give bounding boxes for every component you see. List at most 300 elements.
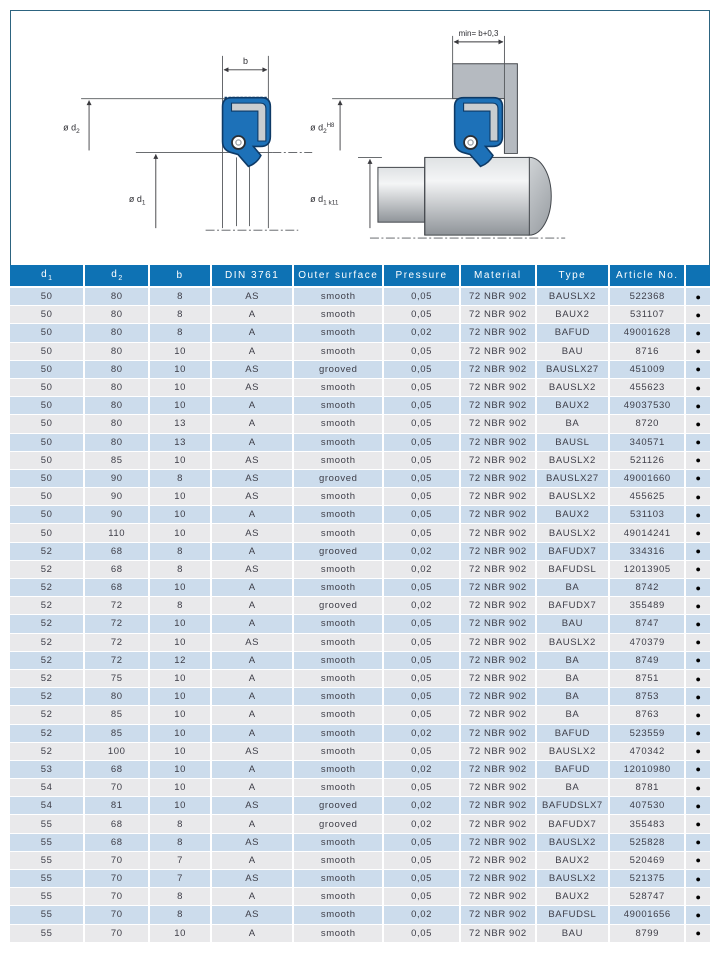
table-cell: 470342 [609, 742, 685, 760]
table-cell: 8 [149, 888, 211, 906]
table-cell: 0,05 [383, 397, 460, 415]
availability-bullet: ● [685, 724, 710, 742]
table-cell: 68 [84, 579, 149, 597]
table-cell: 100 [84, 742, 149, 760]
table-cell: 8 [149, 560, 211, 578]
table-cell: A [211, 851, 294, 869]
table-cell: 0,05 [383, 524, 460, 542]
table-cell: A [211, 506, 294, 524]
availability-bullet: ● [685, 506, 710, 524]
table-cell: 54 [10, 797, 84, 815]
table-cell: AS [211, 633, 294, 651]
availability-bullet: ● [685, 669, 710, 687]
table-cell: 72 NBR 902 [460, 906, 536, 924]
table-cell: 72 NBR 902 [460, 415, 536, 433]
table-cell: 90 [84, 469, 149, 487]
shaft-small-diameter [378, 167, 425, 222]
table-cell: 8 [149, 833, 211, 851]
table-cell: 72 [84, 615, 149, 633]
column-header: DIN 3761 [211, 265, 294, 287]
table-cell: grooved [293, 815, 383, 833]
table-cell: 72 NBR 902 [460, 433, 536, 451]
table-cell: BAUX2 [536, 888, 609, 906]
table-cell: smooth [293, 633, 383, 651]
table-cell: smooth [293, 287, 383, 306]
table-cell: 10 [149, 615, 211, 633]
availability-bullet: ● [685, 378, 710, 396]
table-cell: AS [211, 469, 294, 487]
table-cell: 52 [10, 669, 84, 687]
table-cell: 80 [84, 287, 149, 306]
table-cell: BAUSLX27 [536, 360, 609, 378]
table-row [10, 360, 710, 378]
availability-bullet: ● [685, 633, 710, 651]
table-cell: 0,05 [383, 688, 460, 706]
table-row [10, 415, 710, 433]
table-cell: 8 [149, 597, 211, 615]
table-cell: AS [211, 742, 294, 760]
table-cell: A [211, 324, 294, 342]
table-cell: 0,05 [383, 888, 460, 906]
table-cell: 72 NBR 902 [460, 324, 536, 342]
table-cell: AS [211, 524, 294, 542]
table-cell: 72 NBR 902 [460, 397, 536, 415]
table-cell: 50 [10, 433, 84, 451]
table-cell: A [211, 669, 294, 687]
table-cell: 0,05 [383, 378, 460, 396]
table-cell: 70 [84, 870, 149, 888]
table-cell: 8 [149, 469, 211, 487]
table-cell: 50 [10, 287, 84, 306]
table-cell: 0,02 [383, 797, 460, 815]
table-cell: smooth [293, 688, 383, 706]
table-cell: BA [536, 706, 609, 724]
table-cell: grooved [293, 469, 383, 487]
table-cell: BAU [536, 924, 609, 942]
table-row [10, 306, 710, 324]
table-cell: BA [536, 688, 609, 706]
table-cell: 10 [149, 506, 211, 524]
table-row [10, 342, 710, 360]
table-row [10, 469, 710, 487]
table-cell: 80 [84, 342, 149, 360]
table-cell: BAFUDSL [536, 906, 609, 924]
table-cell: BA [536, 579, 609, 597]
table-cell: BAUX2 [536, 306, 609, 324]
table-cell: AS [211, 870, 294, 888]
table-cell: 0,05 [383, 360, 460, 378]
table-cell: 50 [10, 469, 84, 487]
column-header [685, 265, 710, 287]
garter-spring [464, 136, 477, 149]
table-cell: 13 [149, 415, 211, 433]
table-cell: BA [536, 415, 609, 433]
table-cell: 0,02 [383, 760, 460, 778]
table-cell: 52 [10, 688, 84, 706]
table-cell: 72 NBR 902 [460, 579, 536, 597]
table-row [10, 524, 710, 542]
table-cell: 72 NBR 902 [460, 724, 536, 742]
table-cell: 0,02 [383, 597, 460, 615]
table-cell: 49001628 [609, 324, 685, 342]
table-cell: grooved [293, 797, 383, 815]
table-cell: A [211, 888, 294, 906]
table-cell: 355489 [609, 597, 685, 615]
table-cell: 0,02 [383, 324, 460, 342]
column-header: $d_2$ [84, 265, 149, 287]
availability-bullet: ● [685, 287, 710, 306]
table-cell: 72 NBR 902 [460, 633, 536, 651]
table-cell: smooth [293, 397, 383, 415]
table-cell: 80 [84, 378, 149, 396]
table-cell: smooth [293, 779, 383, 797]
table-cell: smooth [293, 579, 383, 597]
table-cell: 72 [84, 597, 149, 615]
table-cell: 455625 [609, 488, 685, 506]
table-cell: 72 NBR 902 [460, 488, 536, 506]
d1k11-dimension-label: ø $d_{1 k11}$ [310, 194, 339, 207]
table-cell: smooth [293, 342, 383, 360]
table-cell: BAUSLX2 [536, 488, 609, 506]
table-cell: 72 NBR 902 [460, 760, 536, 778]
table-row [10, 542, 710, 560]
table-body [10, 287, 710, 942]
table-cell: 10 [149, 397, 211, 415]
table-cell: 10 [149, 378, 211, 396]
table-cell: 334316 [609, 542, 685, 560]
availability-bullet: ● [685, 324, 710, 342]
table-cell: 72 NBR 902 [460, 779, 536, 797]
seal-section-figure [63, 56, 312, 230]
table-cell: BAFUDSLX7 [536, 797, 609, 815]
table-cell: 53 [10, 760, 84, 778]
availability-bullet: ● [685, 833, 710, 851]
table-row [10, 906, 710, 924]
table-cell: 355483 [609, 815, 685, 833]
column-header: Article No. [609, 265, 685, 287]
table-cell: 10 [149, 669, 211, 687]
table-cell: AS [211, 287, 294, 306]
table-cell: 0,02 [383, 815, 460, 833]
table-cell: 521126 [609, 451, 685, 469]
table-cell: 55 [10, 888, 84, 906]
table-cell: 0,05 [383, 742, 460, 760]
table-cell: BAUSLX2 [536, 870, 609, 888]
table-row [10, 760, 710, 778]
column-header: $d_1$ [10, 265, 84, 287]
availability-bullet: ● [685, 597, 710, 615]
seal-dimension-table [10, 265, 710, 943]
table-cell: 12013905 [609, 560, 685, 578]
table-row [10, 888, 710, 906]
table-cell: 70 [84, 906, 149, 924]
table-cell: 50 [10, 324, 84, 342]
column-header: Material [460, 265, 536, 287]
table-cell: BAFUD [536, 324, 609, 342]
table-cell: 10 [149, 797, 211, 815]
table-cell: 10 [149, 342, 211, 360]
table-cell: 521375 [609, 870, 685, 888]
table-cell: 85 [84, 724, 149, 742]
table-cell: 525828 [609, 833, 685, 851]
table-cell: 72 [84, 633, 149, 651]
table-cell: 80 [84, 415, 149, 433]
table-cell: 68 [84, 760, 149, 778]
table-cell: 0,05 [383, 451, 460, 469]
table-cell: BAUX2 [536, 506, 609, 524]
table-cell: smooth [293, 888, 383, 906]
availability-bullet: ● [685, 579, 710, 597]
table-cell: 10 [149, 579, 211, 597]
table-cell: smooth [293, 833, 383, 851]
availability-bullet: ● [685, 360, 710, 378]
table-cell: 72 NBR 902 [460, 524, 536, 542]
table-cell: A [211, 651, 294, 669]
table-cell: BAUSLX2 [536, 287, 609, 306]
column-header: b [149, 265, 211, 287]
garter-spring [232, 136, 245, 149]
table-row [10, 706, 710, 724]
availability-bullet: ● [685, 870, 710, 888]
table-cell: 72 NBR 902 [460, 469, 536, 487]
table-cell: BAFUDX7 [536, 815, 609, 833]
table-cell: smooth [293, 524, 383, 542]
availability-bullet: ● [685, 760, 710, 778]
table-row [10, 615, 710, 633]
table-cell: 7 [149, 870, 211, 888]
table-cell: 72 NBR 902 [460, 851, 536, 869]
table-cell: 8751 [609, 669, 685, 687]
table-cell: 72 NBR 902 [460, 651, 536, 669]
table-cell: 68 [84, 833, 149, 851]
table-cell: 70 [84, 924, 149, 942]
table-cell: 451009 [609, 360, 685, 378]
table-cell: A [211, 342, 294, 360]
table-cell: 8 [149, 815, 211, 833]
table-cell: BAUSL [536, 433, 609, 451]
table-cell: 55 [10, 870, 84, 888]
table-cell: 340571 [609, 433, 685, 451]
table-cell: 470379 [609, 633, 685, 651]
table-cell: smooth [293, 615, 383, 633]
table-cell: 8 [149, 906, 211, 924]
table-cell: 7 [149, 851, 211, 869]
table-cell: A [211, 397, 294, 415]
table-cell: 0,05 [383, 506, 460, 524]
table-cell: 85 [84, 451, 149, 469]
table-cell: 54 [10, 779, 84, 797]
table-cell: 8716 [609, 342, 685, 360]
table-row [10, 597, 710, 615]
table-cell: AS [211, 488, 294, 506]
table-cell: 110 [84, 524, 149, 542]
table-cell: 8753 [609, 688, 685, 706]
table-cell: 523559 [609, 724, 685, 742]
table-cell: 0,05 [383, 669, 460, 687]
table-row [10, 324, 710, 342]
table-cell: smooth [293, 870, 383, 888]
table-cell: 55 [10, 833, 84, 851]
availability-bullet: ● [685, 779, 710, 797]
table-cell: 50 [10, 378, 84, 396]
table-header-row [10, 265, 710, 287]
table-cell: 8 [149, 287, 211, 306]
table-cell: 8763 [609, 706, 685, 724]
table-cell: smooth [293, 742, 383, 760]
table-row [10, 779, 710, 797]
table-cell: 10 [149, 360, 211, 378]
table-cell: 0,05 [383, 579, 460, 597]
availability-bullet: ● [685, 888, 710, 906]
table-row [10, 870, 710, 888]
table-row [10, 724, 710, 742]
table-cell: A [211, 597, 294, 615]
table-cell: AS [211, 560, 294, 578]
table-cell: A [211, 760, 294, 778]
table-cell: A [211, 415, 294, 433]
shaft [378, 157, 551, 235]
table-row [10, 797, 710, 815]
table-cell: 0,05 [383, 870, 460, 888]
table-cell: 10 [149, 742, 211, 760]
table-cell: smooth [293, 488, 383, 506]
table-cell: 72 NBR 902 [460, 378, 536, 396]
table-row [10, 815, 710, 833]
table-cell: grooved [293, 542, 383, 560]
table-row [10, 851, 710, 869]
table-cell: A [211, 924, 294, 942]
table-row [10, 378, 710, 396]
table-cell: A [211, 433, 294, 451]
table-cell: 72 NBR 902 [460, 669, 536, 687]
table-cell: 10 [149, 760, 211, 778]
table-cell: 72 NBR 902 [460, 688, 536, 706]
table-cell: 10 [149, 488, 211, 506]
table-cell: A [211, 724, 294, 742]
availability-bullet: ● [685, 924, 710, 942]
table-cell: 52 [10, 742, 84, 760]
table-cell: 50 [10, 506, 84, 524]
table-row [10, 633, 710, 651]
table-cell: 70 [84, 888, 149, 906]
availability-bullet: ● [685, 306, 710, 324]
table-row [10, 742, 710, 760]
table-cell: 8 [149, 324, 211, 342]
table-cell: BAUSLX2 [536, 742, 609, 760]
table-cell: A [211, 706, 294, 724]
table-cell: smooth [293, 651, 383, 669]
availability-bullet: ● [685, 706, 710, 724]
table-cell: 520469 [609, 851, 685, 869]
table-cell: 10 [149, 924, 211, 942]
table-cell: 531103 [609, 506, 685, 524]
table-row [10, 433, 710, 451]
b-dimension-label: b [242, 55, 248, 66]
table-cell: grooved [293, 597, 383, 615]
table-cell: A [211, 579, 294, 597]
table-cell: 0,05 [383, 433, 460, 451]
table-cell: 0,05 [383, 779, 460, 797]
table-cell: BA [536, 651, 609, 669]
table-cell: A [211, 779, 294, 797]
table-cell: 8 [149, 306, 211, 324]
availability-bullet: ● [685, 851, 710, 869]
table-cell: smooth [293, 906, 383, 924]
table-cell: 72 NBR 902 [460, 833, 536, 851]
table-cell: 80 [84, 397, 149, 415]
table-cell: 0,05 [383, 415, 460, 433]
table-cell: 50 [10, 306, 84, 324]
table-cell: 52 [10, 706, 84, 724]
availability-bullet: ● [685, 797, 710, 815]
table-cell: 52 [10, 579, 84, 597]
table-cell: 12010980 [609, 760, 685, 778]
table-cell: 0,02 [383, 724, 460, 742]
table-cell: 0,05 [383, 633, 460, 651]
table-cell: A [211, 306, 294, 324]
table-cell: 72 NBR 902 [460, 742, 536, 760]
availability-bullet: ● [685, 542, 710, 560]
table-cell: 531107 [609, 306, 685, 324]
availability-bullet: ● [685, 451, 710, 469]
availability-bullet: ● [685, 342, 710, 360]
table-cell: 55 [10, 851, 84, 869]
table-cell: BAFUDX7 [536, 597, 609, 615]
table-cell: 90 [84, 506, 149, 524]
table-cell: 52 [10, 633, 84, 651]
d1-dimension-label: ø $d_1$ [128, 194, 146, 207]
table-row [10, 560, 710, 578]
table-cell: 72 NBR 902 [460, 870, 536, 888]
table-cell: BAUSLX2 [536, 633, 609, 651]
table-cell: 72 NBR 902 [460, 451, 536, 469]
table-cell: 55 [10, 906, 84, 924]
availability-bullet: ● [685, 688, 710, 706]
installation-figure [310, 29, 565, 238]
table-cell: 407530 [609, 797, 685, 815]
table-cell: 8742 [609, 579, 685, 597]
availability-bullet: ● [685, 415, 710, 433]
table-cell: 0,05 [383, 833, 460, 851]
table-cell: smooth [293, 506, 383, 524]
table-cell: 0,05 [383, 706, 460, 724]
table-cell: BAUX2 [536, 851, 609, 869]
seal-cross-section [223, 98, 271, 167]
table-cell: 528747 [609, 888, 685, 906]
table-cell: BAFUDSL [536, 560, 609, 578]
table-cell: 72 NBR 902 [460, 306, 536, 324]
table-cell: grooved [293, 360, 383, 378]
table-cell: 10 [149, 724, 211, 742]
column-header: Outer surface [293, 265, 383, 287]
table-cell: 55 [10, 815, 84, 833]
installed-seal-cross-section [455, 98, 503, 167]
table-cell: 49001656 [609, 906, 685, 924]
table-cell: 80 [84, 688, 149, 706]
table-cell: 85 [84, 706, 149, 724]
table-cell: smooth [293, 560, 383, 578]
table-cell: AS [211, 833, 294, 851]
table-cell: smooth [293, 851, 383, 869]
table-cell: 68 [84, 542, 149, 560]
seal-technical-drawing [11, 11, 709, 265]
table-cell: A [211, 815, 294, 833]
table-cell: 52 [10, 651, 84, 669]
table-cell: 72 NBR 902 [460, 597, 536, 615]
table-cell: 72 NBR 902 [460, 615, 536, 633]
table-cell: 455623 [609, 378, 685, 396]
table-cell: BAU [536, 615, 609, 633]
